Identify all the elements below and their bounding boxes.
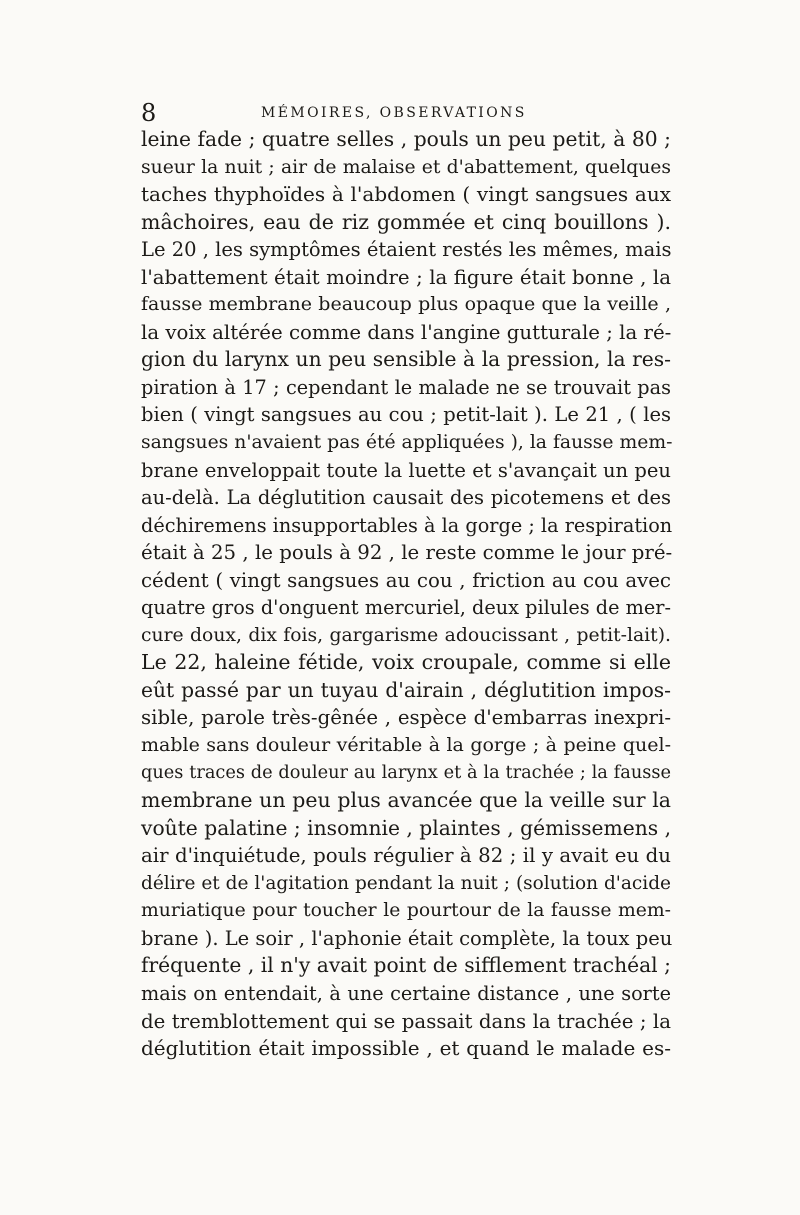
text-line: voûte palatine ; insomnie , plaintes , gémissemens ,: [141, 815, 672, 840]
text-line: sueur la nuit ; air de malaise et d'abattement, quelques: [141, 156, 671, 178]
text-line: déglutition était impossible , et quand le malade es-: [141, 1036, 671, 1061]
text-line: cure doux, dix fois, gargarisme adoucissant , petit-lait).: [141, 624, 671, 646]
page-number: 8: [141, 99, 157, 127]
text-line: déchiremens insupportables à la gorge ; la respiration: [141, 513, 673, 537]
text-line: leine fade ; quatre selles , pouls un peu petit, à 80 ;: [141, 127, 671, 151]
page-header: [141, 100, 671, 126]
text-line: était à 25 , le pouls à 92 , le reste comme le jour pré-: [141, 541, 673, 565]
text-line: mâchoires, eau de riz gommée et cinq bouillons ).: [141, 209, 671, 234]
text-line: la voix altérée comme dans l'angine gutturale ; la ré-: [141, 320, 672, 344]
text-line: mable sans douleur véritable à la gorge ; à peine quel-: [141, 734, 671, 757]
body-text: [141, 126, 671, 1063]
text-line: membrane un peu plus avancée que la veille sur la: [141, 788, 671, 813]
text-line: taches thyphoïdes à l'abdomen ( vingt sangsues aux: [141, 182, 671, 207]
text-line: de tremblottement qui se passait dans la trachée ; la: [141, 1009, 671, 1033]
text-line: brane enveloppait toute la luette et s'avançait un peu: [141, 458, 671, 482]
text-line: fausse membrane beaucoup plus opaque que la veille ,: [141, 293, 671, 316]
text-line: gion du larynx un peu sensible à la pression, la res-: [141, 347, 671, 372]
text-line: bien ( vingt sangsues au cou ; petit-lait ). Le 21 , ( les: [141, 403, 671, 427]
running-title: MÉMOIRES, OBSERVATIONS: [261, 105, 527, 121]
text-line: l'abattement était moindre ; la figure était bonne , la: [141, 265, 671, 289]
text-line: sible, parole très-gênée , espèce d'embarras inexpri-: [141, 706, 671, 730]
text-line: ques traces de douleur au larynx et à la trachée ; la fausse: [141, 762, 671, 783]
text-line: muriatique pour toucher le pourtour de la fausse mem-: [141, 900, 671, 922]
text-line: Le 22, haleine fétide, voix croupale, comme si elle: [141, 650, 671, 675]
text-line: Le 20 , les symptômes étaient restés les mêmes, mais: [141, 238, 672, 262]
text-line: mais on entendait, à une certaine distance , une sorte: [141, 981, 671, 1005]
text-line: au-delà. La déglutition causait des picotemens et des: [141, 486, 671, 510]
text-line: délire et de l'agitation pendant la nuit ; (solution d'acide: [141, 872, 671, 894]
text-line: sangsues n'avaient pas été appliquées ), la fausse mem-: [141, 432, 673, 454]
text-line: air d'inquiétude, pouls régulier à 82 ; il y avait eu du: [141, 844, 671, 868]
text-line: cédent ( vingt sangsues au cou , friction au cou avec: [141, 568, 671, 592]
text-line: fréquente , il n'y avait point de sifflement trachéal ;: [141, 953, 671, 978]
text-line: brane ). Le soir , l'aphonie était complète, la toux peu: [141, 926, 673, 950]
text-line: quatre gros d'onguent mercuriel, deux pilules de mer-: [141, 596, 671, 620]
text-line: piration à 17 ; cependant le malade ne se trouvait pas: [141, 375, 671, 399]
text-line: eût passé par un tuyau d'airain , déglutition impos-: [141, 677, 671, 702]
